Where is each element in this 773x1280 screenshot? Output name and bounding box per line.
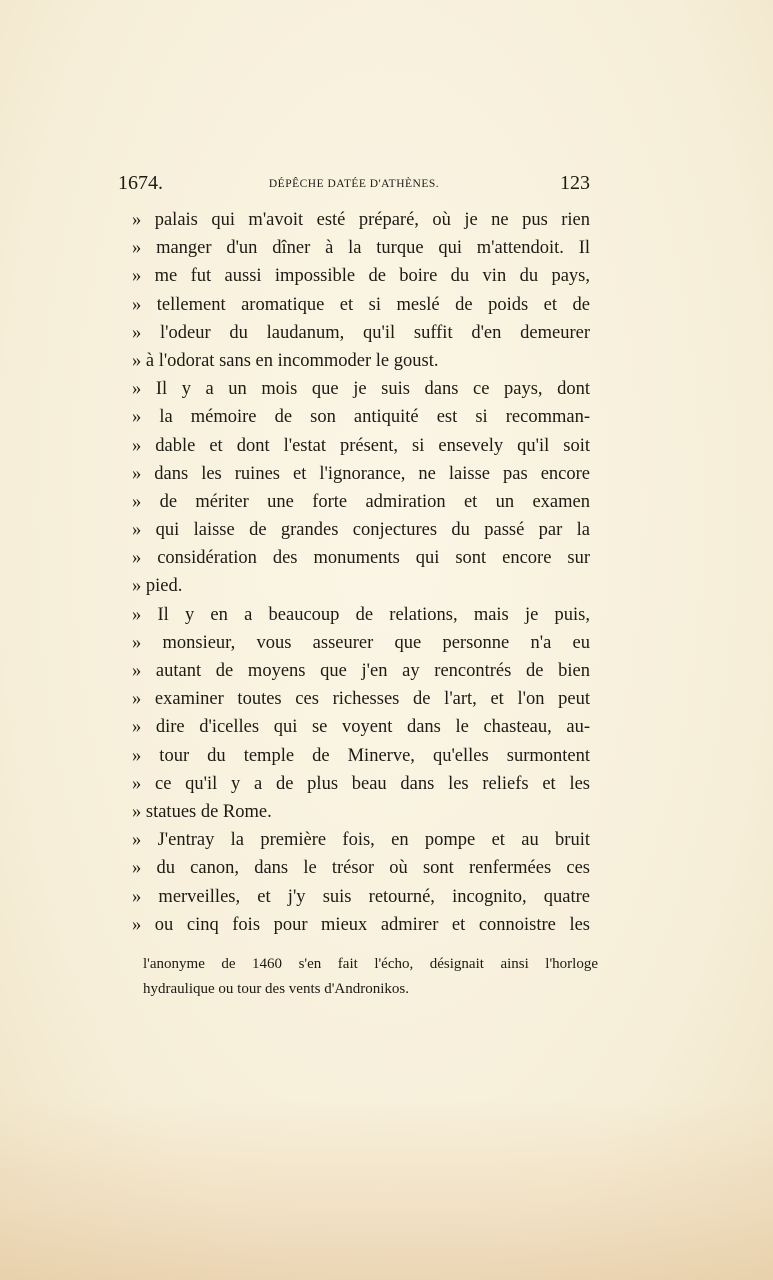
footnote-text (143, 952, 598, 1002)
text-line: » monsieur, vous asseurer que personne n'a eu (132, 632, 590, 653)
footnote-line: l'anonyme de 1460 s'en fait l'écho, désignait ainsi l'horloge (143, 956, 598, 972)
text-line: » pied. (132, 576, 183, 597)
text-line: » du canon, dans le trésor où sont renfermées ces (132, 858, 590, 879)
text-line: » dire d'icelles qui se voyent dans le chasteau, au- (132, 717, 590, 738)
text-line: » considération des monuments qui sont encore sur (132, 548, 590, 569)
text-line: » palais qui m'avoit esté préparé, où je ne pus rien (132, 210, 590, 230)
text-line: » merveilles, et j'y suis retourné, incognito, quatre (132, 886, 590, 907)
text-line: » à l'odorat sans en incommoder le goust. (132, 350, 439, 371)
text-line: » Il y en a beaucoup de relations, mais je puis, (132, 604, 590, 625)
text-line: » Il y a un mois que je suis dans ce pays, dont (132, 379, 590, 400)
text-line: » ce qu'il y a de plus beau dans les reliefs et les (132, 773, 590, 794)
text-line: » examiner toutes ces richesses de l'art, et l'on peut (132, 689, 590, 710)
text-line: » autant de moyens que j'en ay rencontrés de bien (132, 661, 590, 681)
page-number: 123 (560, 172, 590, 194)
text-line: » qui laisse de grandes conjectures du passé par la (132, 520, 590, 541)
text-line: » tour du temple de Minerve, qu'elles surmontent (132, 745, 590, 766)
text-line: » me fut aussi impossible de boire du vin du pays, (132, 266, 590, 287)
footnote-line: hydraulique ou tour des vents d'Andronikos. (143, 981, 410, 997)
page-stain (0, 1100, 773, 1280)
running-header (118, 172, 590, 198)
text-line: » ou cinq fois pour mieux admirer et connoistre les (132, 914, 590, 935)
text-line: » statues de Rome. (132, 801, 272, 822)
text-line: » manger d'un dîner à la turque qui m'attendoit. Il (132, 238, 590, 259)
body-text (132, 206, 590, 939)
text-line: » dable et dont l'estat présent, si ensevely qu'il soit (132, 435, 590, 456)
text-line: » dans les ruines et l'ignorance, ne laisse pas encore (132, 463, 590, 484)
header-title: DÉPÊCHE DATÉE D'ATHÈNES. (268, 178, 440, 190)
text-line: » de mériter une forte admiration et un examen (132, 491, 590, 512)
header-year: 1674. (118, 172, 163, 194)
text-line: » tellement aromatique et si meslé de poids et de (132, 294, 590, 315)
text-line: » la mémoire de son antiquité est si recomman- (132, 407, 590, 428)
text-line: » l'odeur du laudanum, qu'il suffit d'en demeurer (132, 322, 590, 343)
text-line: » J'entray la première fois, en pompe et au bruit (132, 830, 590, 851)
